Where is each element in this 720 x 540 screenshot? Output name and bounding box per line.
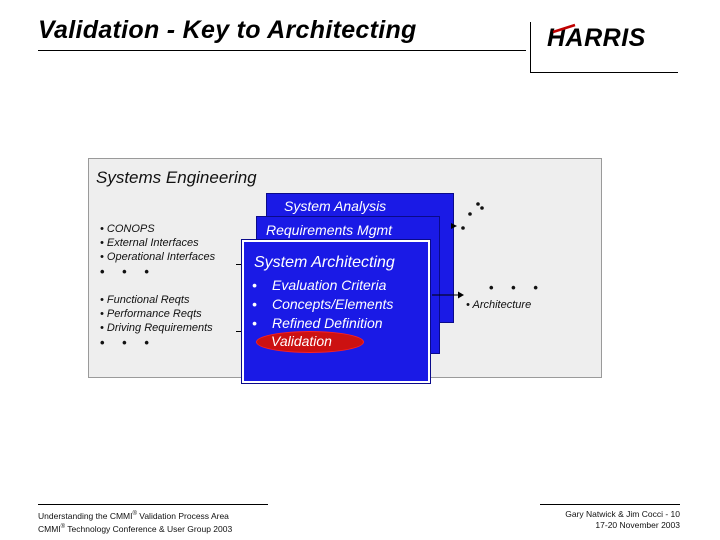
- input-group-2: [100, 293, 213, 335]
- harris-logo: [545, 22, 675, 50]
- system-analysis-label: System Analysis: [284, 198, 387, 214]
- footer-rule-right: [540, 504, 680, 505]
- system-architecting-title: System Architecting: [254, 254, 395, 271]
- input-group-1: [100, 222, 215, 264]
- input-group-1-dots: • • •: [100, 264, 156, 279]
- footer-left-line1: Understanding the CMMI® Validation Process Area: [38, 510, 229, 521]
- architecture-output: • Architecture: [466, 299, 532, 311]
- list-item: • Operational Interfaces: [100, 251, 216, 263]
- output-dots: • • •: [489, 280, 545, 295]
- validation-item: Validation: [271, 333, 332, 349]
- header-divider: [530, 22, 531, 72]
- item-text: Refined Definition: [272, 315, 383, 331]
- list-item: • Performance Reqts: [100, 308, 202, 320]
- list-item: [252, 295, 393, 314]
- list-item: [252, 276, 393, 295]
- header-rule: [38, 50, 526, 51]
- input-group-2-dots: • • •: [100, 335, 156, 350]
- header-rule-right: [530, 72, 678, 73]
- panel-title: Systems Engineering: [96, 168, 257, 187]
- item-text: Concepts/Elements: [272, 296, 394, 312]
- architecting-items: [252, 276, 393, 333]
- bullet: •: [252, 296, 257, 312]
- footer-right-line1: Gary Natwick & Jim Cocci - 10: [565, 509, 680, 519]
- list-item: [252, 314, 393, 333]
- item-text: Evaluation Criteria: [272, 277, 387, 293]
- requirements-mgmt-label: Requirements Mgmt: [266, 222, 393, 238]
- harris-logo-text: HARRIS: [547, 24, 646, 50]
- footer-right-line2: 17-20 November 2003: [595, 520, 680, 530]
- bullet: •: [252, 315, 257, 331]
- footer-rule-left: [38, 504, 268, 505]
- footer-right: [565, 509, 680, 531]
- slide-title: Validation - Key to Architecting: [38, 16, 417, 44]
- list-item: • Functional Reqts: [100, 294, 190, 306]
- list-item: • CONOPS: [100, 223, 155, 235]
- list-item: • Driving Requirements: [100, 322, 213, 334]
- bullet: •: [252, 277, 257, 293]
- footer-left: [38, 509, 232, 535]
- list-item: • External Interfaces: [100, 237, 199, 249]
- footer-left-line2: CMMI® Technology Conference & User Group 2003: [38, 523, 233, 534]
